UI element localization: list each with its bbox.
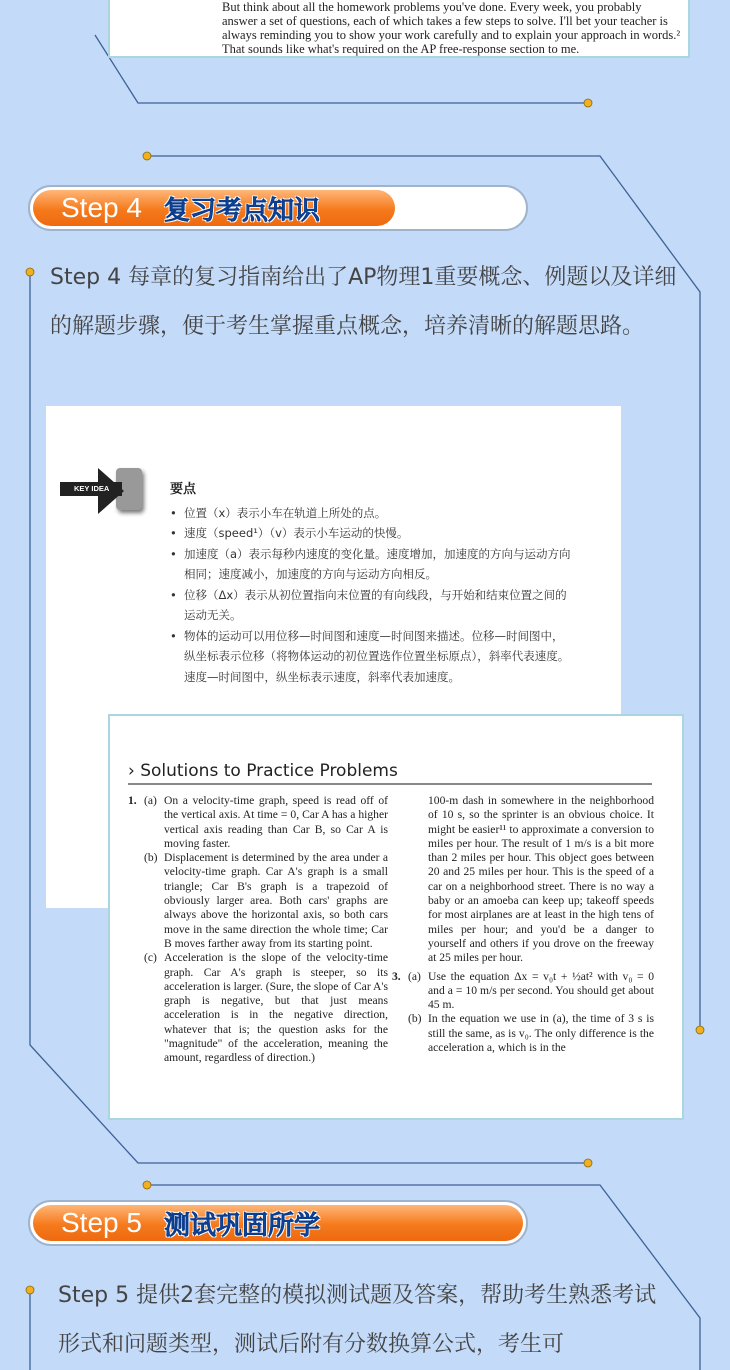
solution-text: In the equation we use in (a), the time of 3 s is still the same, as is v₀. The only difference is the acceleration a, which is in the [428, 1012, 654, 1055]
dot-icon [143, 152, 151, 160]
step4-header [28, 185, 528, 231]
key-point: • 速度（speed¹）（v）表示小车运动的快慢。 [170, 523, 571, 544]
excerpt-line: That sounds like what's required on the AP free-response section to me. [222, 42, 580, 56]
key-idea-heading: 要点 [170, 482, 197, 497]
solutions-right-column: 100-m dash in somewhere in the neighborhood of 10 s, so the sprinter is an obvious choice. It might be easier¹¹ to approximate a conversion to miles per hour. The result of 1 m/s is a bit more than 2 miles per hour. This object goes between 20 and 25 miles per hour. This is the speed of a car on a neighborhood street. There is no way a baby or an amoeba can keep up; takeoff speeds for most airplanes are at least in the high tens of miles per hour; and you'd be a danger to yourself and others if you drove on the freeway at 25 miles per hour. 3. (a) Use the equation Δx = v₀t + ½at² with v₀ = 0 and a = 10 m/s per second. You should get about 45 m. (b) In the equation we use in (a), the time of 3 s is still the same, as is v₀. The only difference is the acceleration a, which is in the [392, 794, 654, 1055]
solutions-page [110, 716, 682, 1118]
solutions-left-column: 1. (a) On a velocity-time graph, speed is read off of the vertical axis. At time = 0, Car A has a higher vertical axis reading than Car B, so Car A is moving faster. (b) Displacement is determined by the area under a velocity-time graph. Car A's graph is a small triangle; Car B's graph is a trapezoid of obviously larger area. Both cars' graphs are always above the horizontal axis, so both cars move in the same direction the whole time; Car B moves farther away from its starting point. (c) Acceleration is the slope of the velocity-time graph. Car A's graph is steeper, so its acceleration is larger. (Sure, the slope of Car A's graph is negative, but that just means acceleration is in the negative direction, whatever that is; the question asks for the "magnitude" of the acceleration, meaning the amount, regardless of direction.) [128, 794, 388, 1065]
step4-title: 复习考点知识 [163, 195, 320, 226]
solution-text: 100-m dash in somewhere in the neighborhood of 10 s, so the sprinter is an obvious choice. It might be easier¹¹ to approximate a conversion to miles per hour. The result of 1 m/s is a bit more than 2 miles per hour. This object goes between 20 and 25 miles per hour. This is the speed of a car on a neighborhood street. There is no way a baby or an amoeba can keep up; takeoff speeds for most airplanes are at least in the high tens of miles per hour; and you'd be a danger to yourself and others if you drove on the freeway at 25 miles per hour. [428, 794, 654, 965]
solutions-title: › Solutions to Practice Problems [128, 761, 652, 785]
step4-label: Step 4 [61, 192, 142, 223]
dot-icon [584, 99, 592, 107]
solution-text: On a velocity-time graph, speed is read off of the vertical axis. At time = 0, Car A has a higher vertical axis reading than Car B, so Car A is moving faster. [164, 794, 388, 850]
solution-text: Displacement is determined by the area under a velocity-time graph. Car A's graph is a small triangle; Car B's graph is a trapezoid of obviously larger area. Both cars' graphs are always above the horizontal axis, so both cars move in the same direction the whole time; Car B moves farther away from its starting point. [164, 851, 388, 950]
solution-text: Acceleration is the slope of the velocity-time graph. Car A's graph is steeper, so its acceleration is larger. (Sure, the slope of Car A's graph is negative, but that just means acceleration is in the negative direction, whatever that is; the question asks for the "magnitude" of the acceleration, meaning the amount, regardless of direction.) [164, 951, 388, 1065]
step5-title: 测试巩固所学 [163, 1210, 320, 1241]
step5-description: Step 5 提供2套完整的模拟测试题及答案，帮助考生熟悉考试形式和问题类型，测试后附有分数换算公式，考生可 [58, 1283, 657, 1357]
solution-text: Use the equation Δx = v₀t + ½at² with v₀ = 0 and a = 10 m/s per second. You should get about 45 m. [428, 969, 654, 1012]
dot-icon [26, 268, 34, 276]
dot-icon [696, 1026, 704, 1034]
key-point: • 位移（Δx）表示从初位置指向末位置的有向线段，与开始和结束位置之间的 [170, 585, 571, 606]
step5-header [28, 1200, 528, 1246]
key-point: • 物体的运动可以用位移—时间图和速度—时间图来描述。位移—时间图中， [170, 626, 571, 647]
book-excerpt-top [110, 0, 688, 56]
dot-icon [584, 1159, 592, 1167]
step4-description: Step 4 每章的复习指南给出了AP物理1重要概念、例题以及详细的解题步骤，便于考生掌握重点概念，培养清晰的解题思路。 [50, 265, 677, 339]
key-idea-page: KEY IDEA 要点 • 位置（x）表示小车在轨道上所处的点。 • 速度（speed¹）（v）表示小车运动的快慢。 • 加速度（a）表示每秒内速度的变化量。速度增加，加速度的方向与运动方向 相同；速度减小，加速度的方向与运动方向相反。 • 位移（Δx）表示从初位置指向末位置的有向线段，与开始和结束位置之间的 运动无关。 • 物体的运动可以用位移—时间图和速度—时间图来描述。位移—时间图中， 纵坐标表示位移（将物体运动的初位置选作位置坐标原点），斜率代表速度。 速度—时间图中，纵坐标表示速度，斜率代表加速度。 [46, 406, 621, 908]
step5-label: Step 5 [61, 1207, 142, 1238]
key-point-cont: 相同；速度减小，加速度的方向与运动方向相反。 [184, 567, 437, 581]
key-point-cont: 纵坐标表示位移（将物体运动的初位置选作位置坐标原点），斜率代表速度。 [184, 649, 570, 663]
key-point-cont: 速度—时间图中，纵坐标表示速度，斜率代表加速度。 [184, 669, 460, 684]
excerpt-line: But think about all the homework problems you've done. Every week, you probably [222, 0, 642, 14]
dot-icon [143, 1181, 151, 1189]
excerpt-line: always reminding you to show your work carefully and to explain your approach in words.² [222, 28, 681, 42]
key-point: • 加速度（a）表示每秒内速度的变化量。速度增加，加速度的方向与运动方向 [170, 544, 571, 565]
dot-icon [26, 1286, 34, 1294]
key-point-cont: 运动无关。 [184, 608, 242, 622]
key-point: • 位置（x）表示小车在轨道上所处的点。 [170, 503, 571, 524]
excerpt-line: answer a set of questions, each of which takes a few steps to solve. I'll bet your teacher is [222, 14, 668, 28]
